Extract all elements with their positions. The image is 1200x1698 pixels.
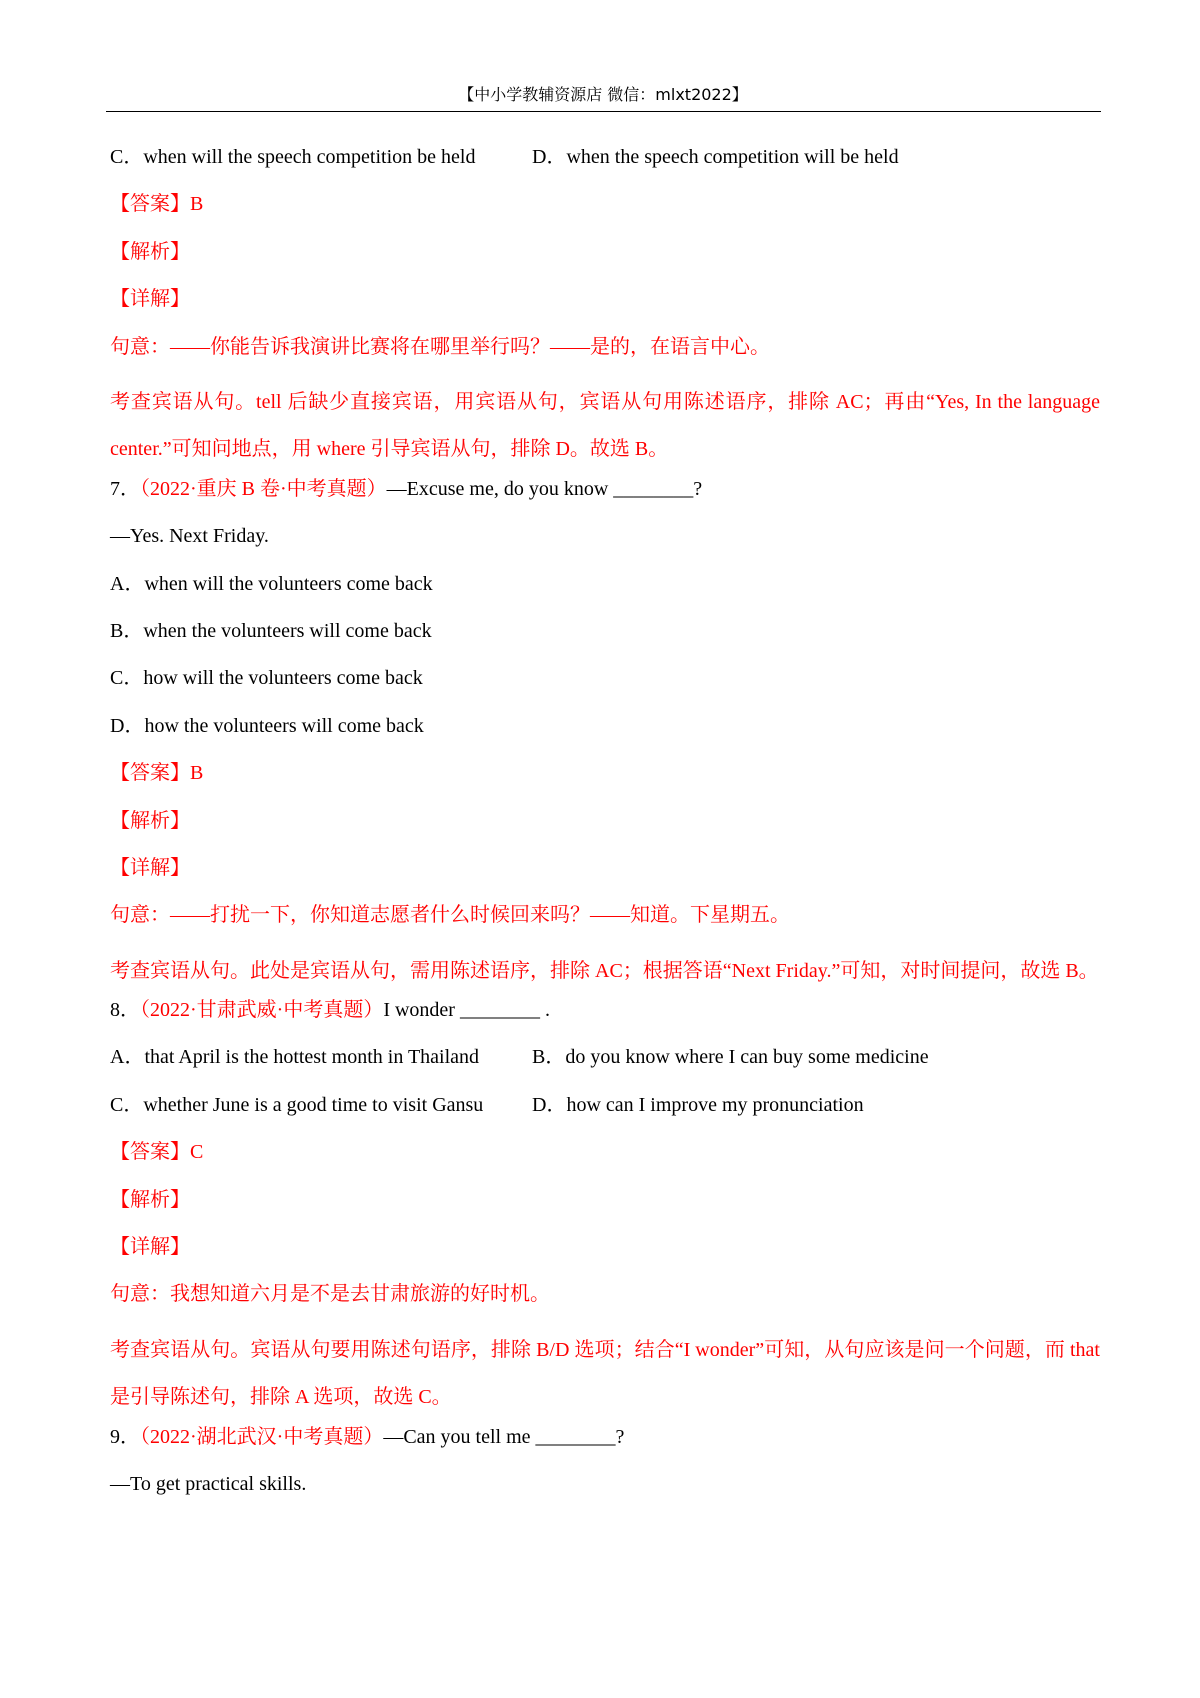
answer-value: B: [190, 193, 204, 216]
q9-stem: —Can you tell me ________?: [383, 1425, 625, 1448]
q8-answer: [110, 1137, 1100, 1184]
q7-option-a: A．when will the volunteers come back: [110, 572, 433, 595]
q6-detail-label: 【详解】: [110, 288, 190, 311]
q7-option-c: C．how will the volunteers come back: [110, 667, 423, 690]
q8-option-a: A．that April is the hottest month in Thailand: [110, 1046, 480, 1069]
q6-option-d: D．when the speech competition will be held: [532, 146, 899, 168]
answer-value: C: [190, 1141, 204, 1164]
q9-number: 9．: [110, 1425, 140, 1448]
q6-analysis-label: 【解析】: [110, 240, 190, 263]
q8-detail-label: 【详解】: [110, 1236, 190, 1259]
q7-option-d: D．how the volunteers will come back: [110, 714, 424, 737]
q8-stem-line: [110, 995, 1100, 1042]
q7-analysis-label: 【解析】: [110, 809, 190, 832]
q7-source: （2022·重庆 B 卷·中考真题）: [140, 477, 387, 500]
q6-meaning: 句意：——你能告诉我演讲比赛将在哪里举行吗？——是的，在语言中心。: [110, 335, 770, 358]
q7-stem: —Excuse me, do you know ________?: [386, 477, 703, 500]
q8-explanation: 考查宾语从句。宾语从句要用陈述句语序，排除 B/D 选项；结合“I wonder”可知，从句应该是问一个问题，而 that 是引导陈述句，排除 A 选项，故选 C。: [110, 1338, 1100, 1409]
answer-label: 【答案】: [110, 193, 190, 216]
q7-option-b: B．when the volunteers will come back: [110, 619, 432, 642]
answer-label: 【答案】: [110, 762, 190, 785]
q7-explanation: 考查宾语从句。此处是宾语从句，需用陈述语序，排除 AC；根据答语“Next Friday.”可知，对时间提问，故选 B。: [110, 959, 1099, 982]
q9-stem-line: [110, 1422, 1100, 1469]
q8-meaning: 句意：我想知道六月是不是去甘肃旅游的好时机。: [110, 1283, 550, 1306]
q8-option-d: D．how can I improve my pronunciation: [532, 1093, 864, 1116]
answer-value: B: [190, 762, 204, 785]
q6-answer: [110, 189, 1100, 236]
q8-source: （2022·甘肃武威·中考真题）: [140, 999, 384, 1022]
answer-label: 【答案】: [110, 1141, 190, 1164]
header-divider: [106, 111, 1101, 112]
q9-source: （2022·湖北武汉·中考真题）: [140, 1425, 384, 1448]
q8-options-cd: [110, 1090, 1100, 1137]
q6-options-cd: [110, 142, 1100, 189]
q8-option-b: B．do you know where I can buy some medicine: [532, 1046, 929, 1069]
q8-analysis-label: 【解析】: [110, 1188, 190, 1211]
q7-detail-label: 【详解】: [110, 856, 190, 879]
q7-reply: —Yes. Next Friday.: [110, 525, 269, 548]
q8-options-ab: [110, 1042, 1100, 1089]
q6-option-c: C．when will the speech competition be held: [110, 146, 476, 168]
page-header: 【中小学教辅资源店 微信：mlxt2022】: [458, 85, 748, 104]
q7-meaning: 句意：——打扰一下，你知道志愿者什么时候回来吗？——知道。下星期五。: [110, 904, 790, 927]
q7-number: 7．: [110, 477, 140, 500]
q9-reply: —To get practical skills.: [110, 1473, 307, 1496]
q8-number: 8．: [110, 999, 140, 1022]
q7-answer: [110, 758, 1100, 805]
q6-explanation: 考查宾语从句。tell 后缺少直接宾语，用宾语从句，宾语从句用陈述语序，排除 AC；再由“Yes, In the language center.”可知问地点，用 where 引导宾语从句，排除 D。故选 B。: [110, 390, 1100, 461]
q7-stem-line: [110, 474, 1100, 521]
q8-option-c: C．whether June is a good time to visit Gansu: [110, 1093, 484, 1116]
document-body: [110, 142, 1100, 1516]
q8-stem: I wonder ________ .: [383, 999, 550, 1022]
